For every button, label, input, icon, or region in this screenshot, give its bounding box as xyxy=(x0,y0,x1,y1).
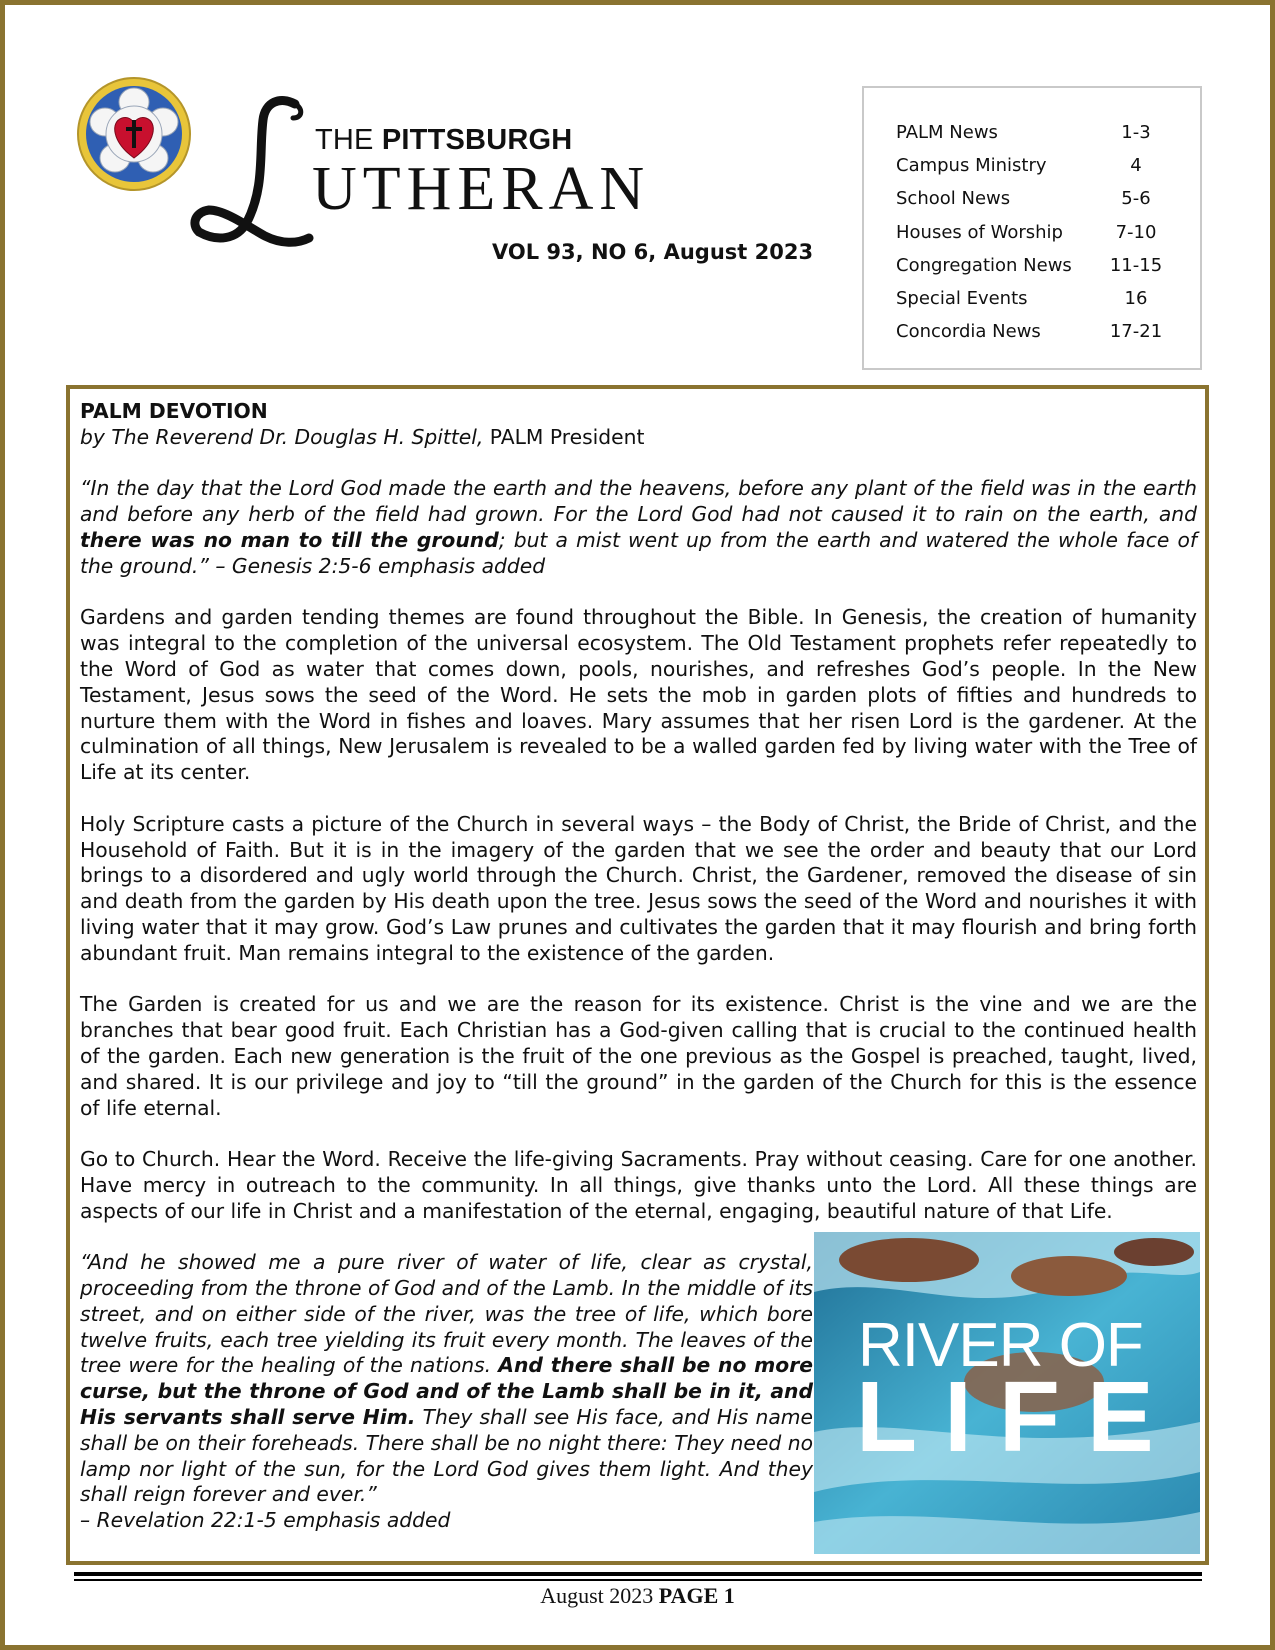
closing-scripture xyxy=(80,1250,813,1534)
byline-role: PALM President xyxy=(483,424,645,449)
opening-scripture xyxy=(80,476,1197,579)
toc-pages: 11-15 xyxy=(1109,254,1163,276)
toc-section: PALM News xyxy=(896,122,998,144)
toc-row[interactable] xyxy=(896,182,1200,215)
toc-section: Concordia News xyxy=(896,321,1041,343)
toc-row[interactable] xyxy=(896,149,1200,182)
toc-pages: 4 xyxy=(1130,155,1142,177)
luther-rose-seal xyxy=(76,76,192,192)
river-of-life-image xyxy=(814,1232,1200,1554)
toc-row[interactable] xyxy=(896,116,1200,149)
scripture-text: “In the day that the Lord God made the earth and the heavens, before any plant of the field was in the earth and before any herb of the field had grown. For the Lord God had not caused it to rain on the earth, and xyxy=(80,476,1197,527)
toc-row[interactable] xyxy=(896,216,1200,249)
footer-rule-thin xyxy=(74,1579,1202,1581)
toc-section: School News xyxy=(896,188,1011,210)
issue-line: VOL 93, NO 6, August 2023 xyxy=(492,240,814,264)
article-title: PALM DEVOTION xyxy=(80,399,268,423)
toc-section: Congregation News xyxy=(896,254,1072,276)
table-of-contents xyxy=(862,86,1202,370)
paragraph-church: Holy Scripture casts a picture of the Church in several ways – the Body of Christ, the Bride of Christ, and the Household of Faith. But it is in the imagery of the garden that we see the order and beauty that our Lord brings to a disordered and ugly world through the Church. Christ, the Gardener, removed the disease of sin and death from the garden by His death upon the tree. Jesus sows the seed of the Word and nourishes it with living water that it may grow. God’s Law prunes and cultivates the garden that it may flourish and bring forth abundant fruit. Man remains integral to the existence of the garden. xyxy=(80,811,1197,965)
toc-pages: 16 xyxy=(1124,288,1148,310)
footer-date: August 2023 xyxy=(540,1583,654,1608)
toc-pages: 7-10 xyxy=(1115,221,1157,243)
closing-text: “And he showed me a pure river of water of life, clear as crystal, proceeding from the throne of God and of the Lamb. In the middle of its street, and on either side of the river, was the tree of life, which bore twelve fruits, each tree yielding its fruit every month. The leaves of the tree were for the healing of the nations. xyxy=(80,1250,813,1378)
article-byline xyxy=(80,425,1197,451)
paragraph-go-to-church: Go to Church. Hear the Word. Receive the life-giving Sacraments. Pray without ceasing. Care for one another. Have mercy in outreach to the community. In all things, give thanks unto the Lord. All these things are aspects of our life in Christ and a manifestation of the eternal, engaging, beautiful nature of that Life. xyxy=(80,1147,1197,1223)
footer-rule-thick xyxy=(74,1572,1202,1576)
byline-author: by The Reverend Dr. Douglas H. Spittel, xyxy=(80,424,484,449)
paragraph-garden-created: The Garden is created for us and we are the reason for its existence. Christ is the vine and we are the branches that bear good fruit. Each Christian has a God-given calling that is crucial to the continued health of the garden. Each new generation is the fruit of the one previous as the Gospel is preached, taught, lived, and shared. It is our privilege and joy to “till the ground” in the garden of the Church for this is the essence of life eternal. xyxy=(80,992,1197,1120)
toc-pages: 17-21 xyxy=(1109,321,1163,343)
page-footer xyxy=(0,1583,1275,1609)
masthead-top-line xyxy=(315,124,572,157)
toc-row[interactable] xyxy=(896,315,1200,348)
closing-emphasis: And there shall be no more curse, but the throne of God and of the Lamb shall be in it, and His servants shall serve Him. xyxy=(80,1353,813,1430)
toc-pages: 1-3 xyxy=(1121,122,1151,144)
masthead-initial-l xyxy=(185,92,315,267)
toc-section: Campus Ministry xyxy=(896,155,1047,177)
scripture-emphasis: there was no man to till the ground xyxy=(80,527,499,552)
masthead-name: UTHERAN xyxy=(312,155,651,223)
toc-row[interactable] xyxy=(896,282,1200,315)
toc-pages: 5-6 xyxy=(1121,188,1151,210)
closing-text-end: They shall see His face, and His name shall be on their foreheads. There shall be no night there: They need no lamp nor light of the sun, for the Lord God gives them light. And they shall reign forever and ever.” xyxy=(80,1405,813,1507)
paragraph-gardens: Gardens and garden tending themes are found throughout the Bible. In Genesis, the creation of humanity was integral to the completion of the universal ecosystem. The Old Testament prophets refer repeatedly to the Word of God as water that comes down, pools, nourishes, and refreshes God’s people. In the New Testament, Jesus sows the seed of the Word. He sets the mob in garden plots of fifties and hundreds to nurture them with the Word in fishes and loaves. Mary assumes that her risen Lord is the gardener. At the culmination of all things, New Jerusalem is revealed to be a walled garden fed by living water with the Tree of Life at its center. xyxy=(80,605,1197,785)
scripture-reference: ; but a mist went up from the earth and watered the whole face of the ground.” – Genesis 2:5-6 emphasis added xyxy=(80,527,1197,578)
toc-section: Special Events xyxy=(896,288,1028,310)
toc-row[interactable] xyxy=(896,249,1200,282)
footer-page-number: PAGE 1 xyxy=(658,1583,735,1608)
toc-section: Houses of Worship xyxy=(896,221,1063,243)
image-title-line1: RIVER OF xyxy=(858,1311,1143,1380)
masthead-the: THE xyxy=(315,124,374,156)
image-title-line2: LIFE xyxy=(856,1361,1181,1473)
closing-reference: – Revelation 22:1-5 emphasis added xyxy=(80,1508,451,1533)
masthead-city: PITTSBURGH xyxy=(381,124,573,156)
